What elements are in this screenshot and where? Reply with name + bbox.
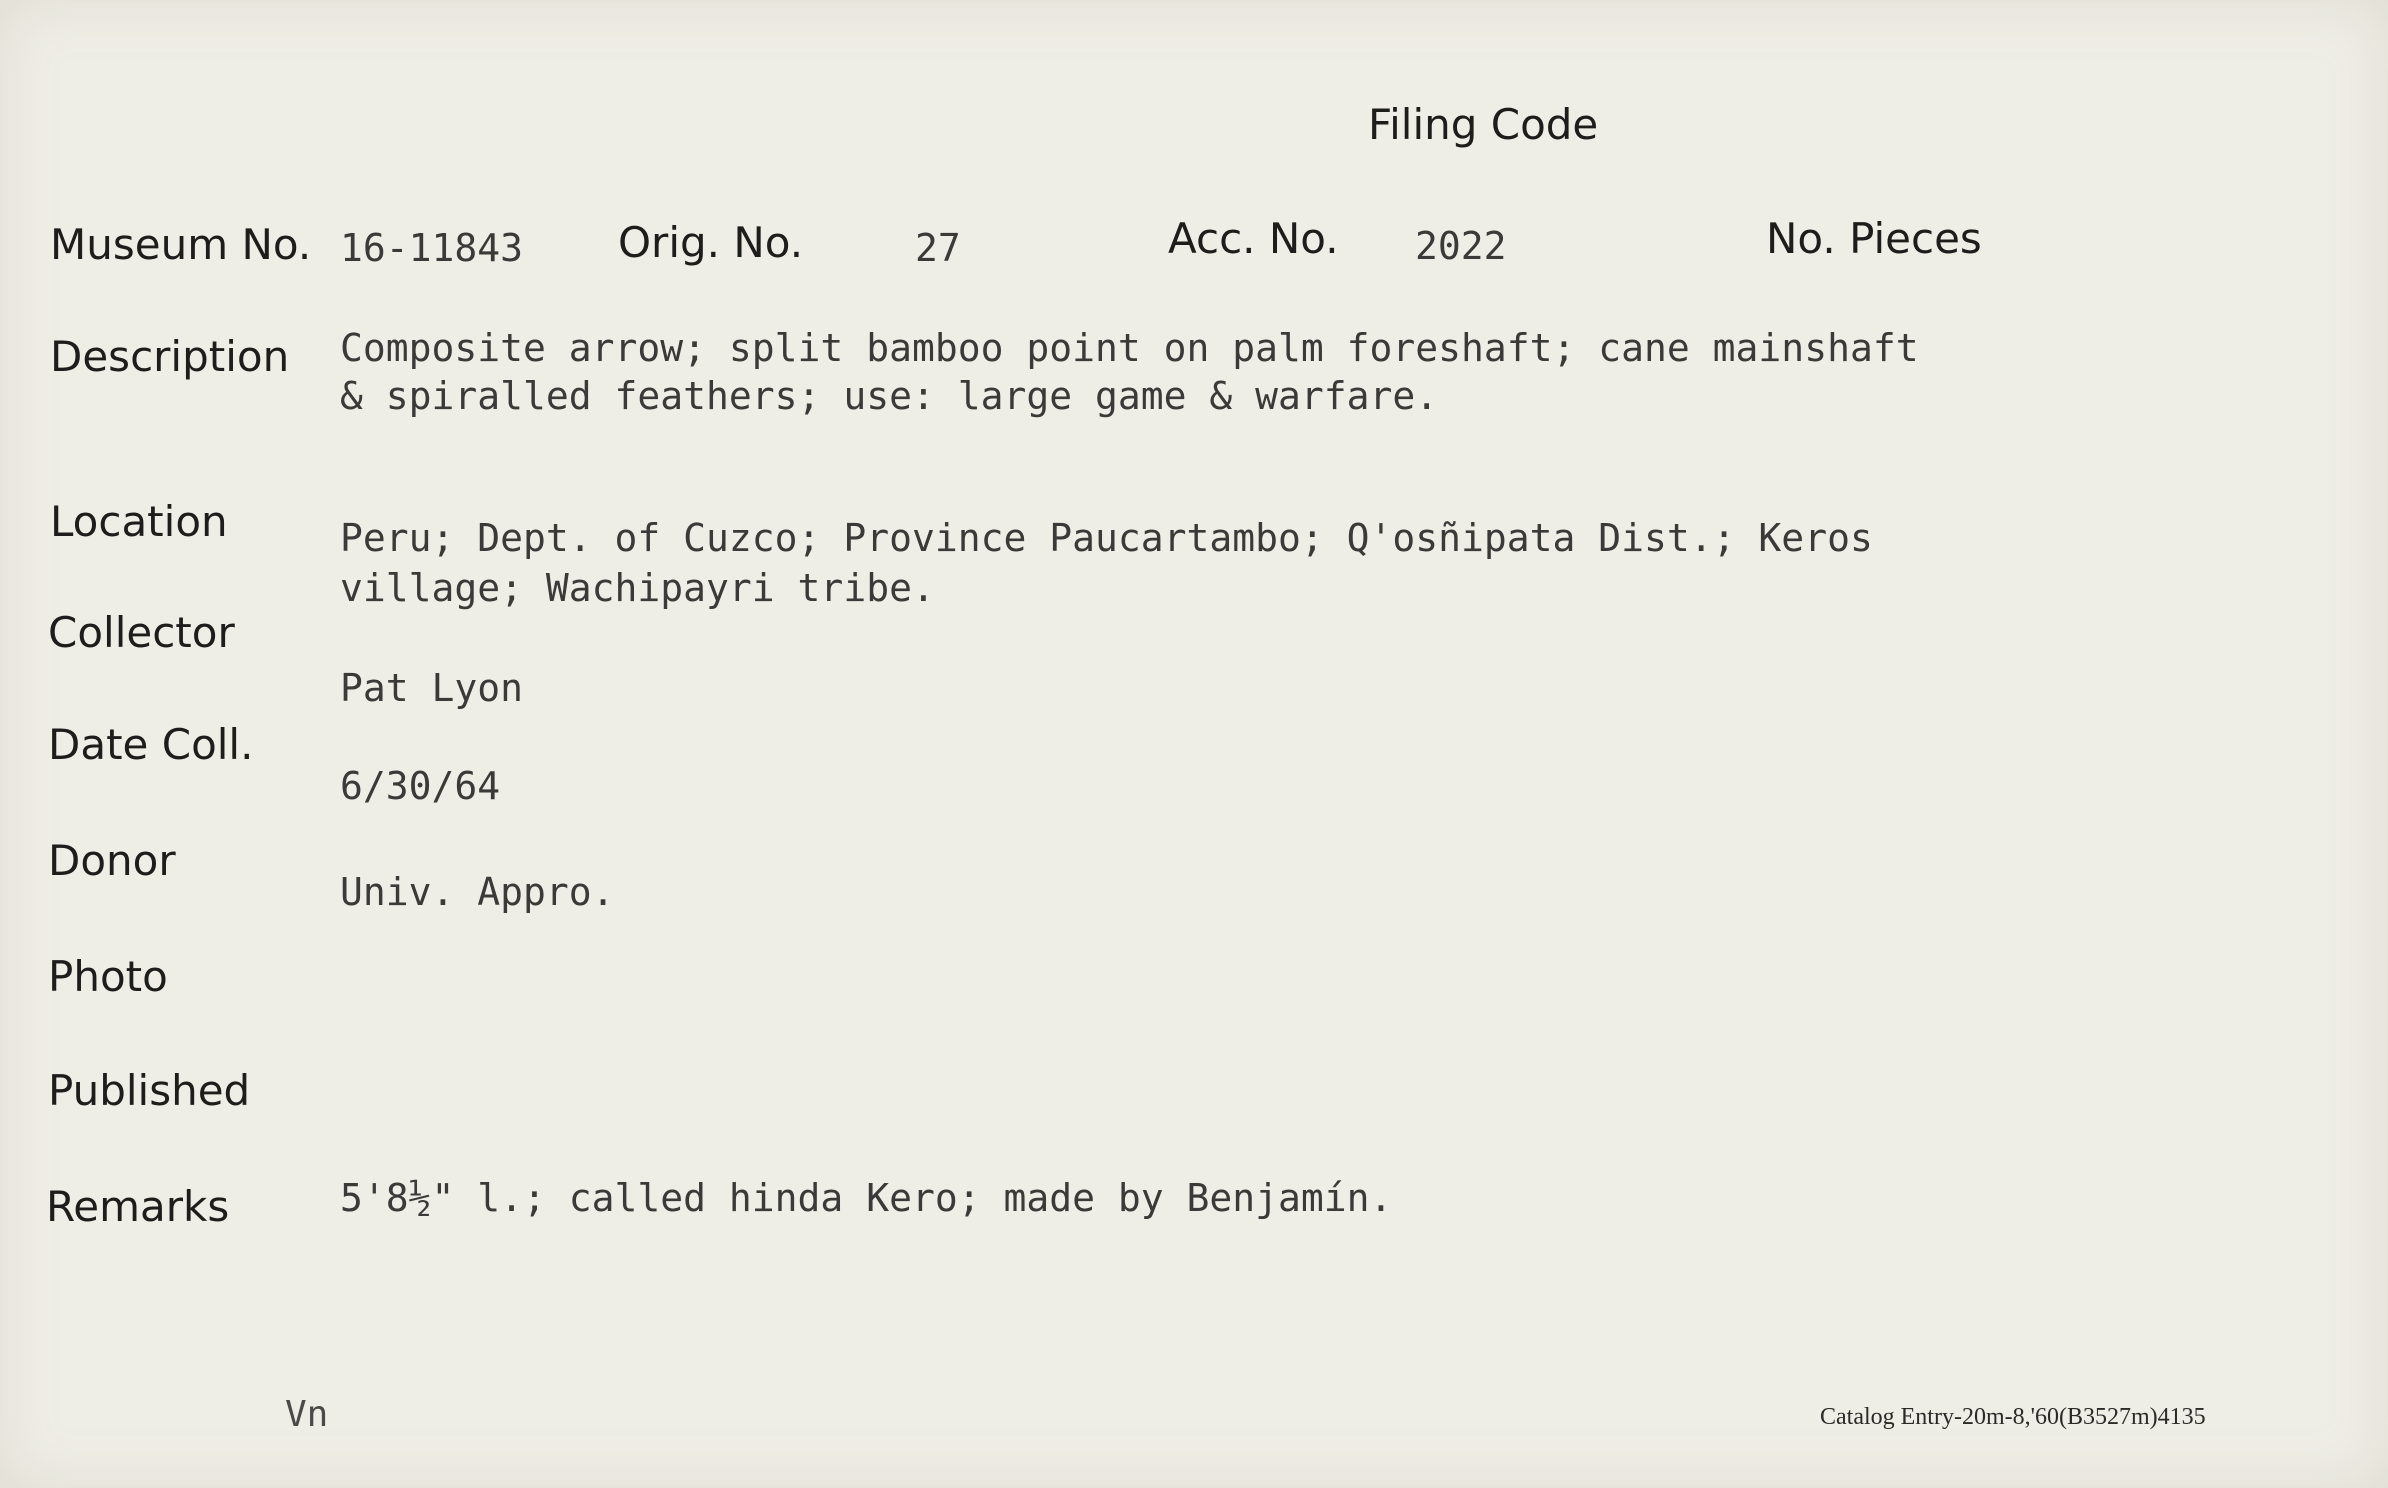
no-pieces-label: No. Pieces: [1766, 214, 1982, 263]
remarks-value: 5'8½" l.; called hinda Kero; made by Benjamín.: [340, 1176, 1393, 1220]
initials: Vn: [285, 1394, 329, 1435]
photo-label: Photo: [48, 952, 168, 1001]
location-label: Location: [50, 497, 228, 546]
museum-no-label: Museum No.: [50, 220, 312, 269]
acc-no-value: 2022: [1415, 224, 1507, 268]
location-line-1: Peru; Dept. of Cuzco; Province Paucartambo; Q'osñipata Dist.; Keros: [340, 516, 1873, 560]
description-label: Description: [50, 332, 290, 381]
date-coll-label: Date Coll.: [48, 720, 254, 769]
published-label: Published: [48, 1066, 251, 1115]
donor-label: Donor: [48, 836, 176, 885]
date-coll-value: 6/30/64: [340, 764, 501, 808]
remarks-label: Remarks: [46, 1182, 230, 1231]
location-line-2: village; Wachipayri tribe.: [340, 566, 935, 610]
catalog-entry-imprint: Catalog Entry-20m-8,'60(B3527m)4135: [1820, 1404, 2206, 1430]
collector-value: Pat Lyon: [340, 666, 524, 710]
description-line-2: & spiralled feathers; use: large game & warfare.: [340, 374, 1439, 418]
collector-label: Collector: [48, 608, 235, 657]
description-line-1: Composite arrow; split bamboo point on palm foreshaft; cane mainshaft: [340, 326, 1919, 370]
filing-code-label: Filing Code: [1368, 100, 1599, 149]
acc-no-label: Acc. No.: [1168, 214, 1339, 263]
orig-no-value: 27: [915, 226, 961, 270]
museum-no-value: 16-11843: [340, 226, 524, 270]
orig-no-label: Orig. No.: [618, 218, 804, 267]
donor-value: Univ. Appro.: [340, 870, 615, 914]
